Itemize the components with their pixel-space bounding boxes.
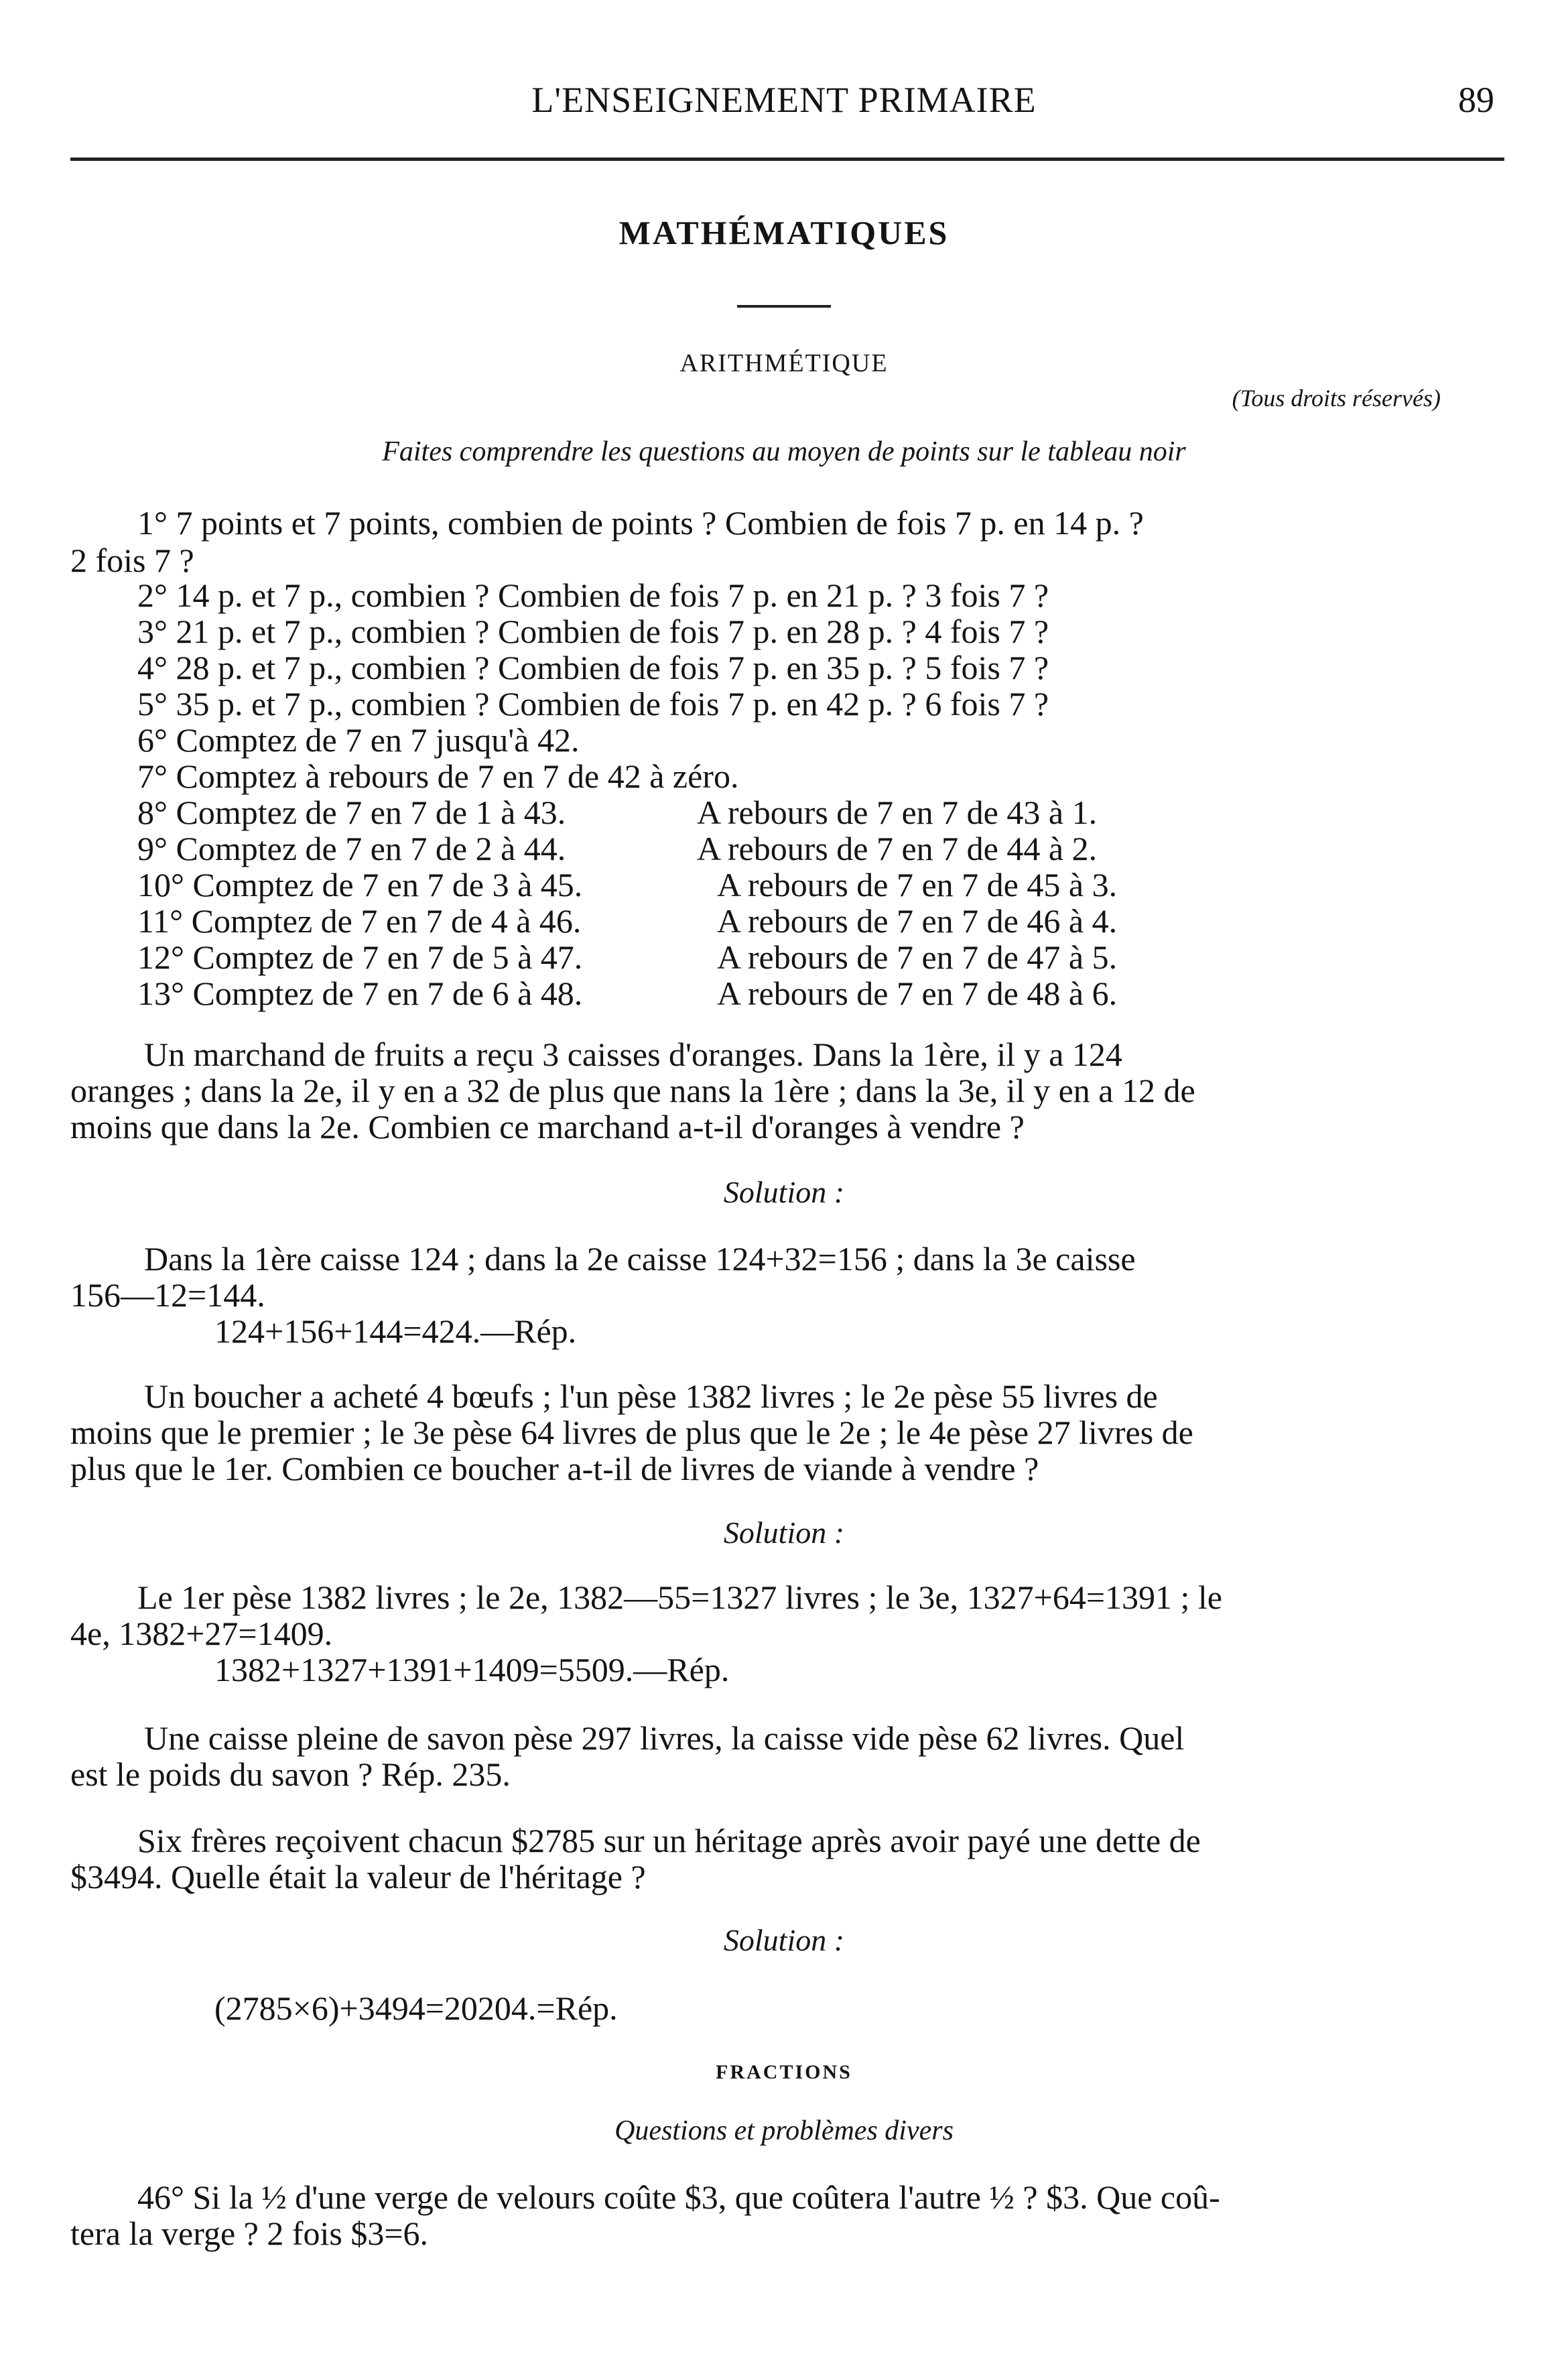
fractions-subtitle: Questions et problèmes divers [614,2115,954,2146]
drill-line: 3° 21 p. et 7 p., combien ? Combien de fois 7 p. en 28 p. ? 4 fois 7 ? [137,613,1049,650]
drill-line-reverse: A rebours de 7 en 7 de 44 à 2. [697,830,1098,867]
drill-line: 4° 28 p. et 7 p., combien ? Combien de fois 7 p. en 35 p. ? 5 fois 7 ? [137,649,1049,686]
subsection-title: ARITHMÉTIQUE [679,349,889,377]
drill-line-reverse: A rebours de 7 en 7 de 43 à 1. [697,794,1098,831]
drill-line: 7° Comptez à rebours de 7 en 7 de 42 à zéro. [137,757,739,795]
drill-line: 9° Comptez de 7 en 7 de 2 à 44. [137,830,566,867]
solution-result: 124+156+144=424.—Rép. [214,1312,577,1350]
solution-text: Le 1er pèse 1382 livres ; le 2e, 1382—55=1327 livres ; le 3e, 1327+64=1391 ; le [137,1578,1222,1616]
drill-line: 10° Comptez de 7 en 7 de 3 à 45. [137,866,583,904]
fraction-problem-text: tera la verge ? 2 fois $3=6. [70,2215,429,2252]
drill-line: 13° Comptez de 7 en 7 de 6 à 48. [137,975,583,1012]
problem-text: est le poids du savon ? Rép. 235. [70,1755,511,1793]
running-header-title: L'ENSEIGNEMENT PRIMAIRE [531,80,1037,120]
drill-line: 2° 14 p. et 7 p., combien ? Combien de fois 7 p. en 21 p. ? 3 fois 7 ? [137,576,1049,614]
drill-line: 2 fois 7 ? [70,542,194,579]
section-divider [737,305,831,308]
solution-label: Solution : [723,1175,845,1209]
rights-notice: (Tous droits réservés) [1232,385,1441,412]
solution-result: 1382+1327+1391+1409=5509.—Rép. [214,1651,730,1688]
problem-text: moins que le premier ; le 3e pèse 64 livres de plus que le 2e ; le 4e pèse 27 livres de [70,1414,1193,1451]
solution-text: 156—12=144. [70,1276,265,1314]
drill-line-reverse: A rebours de 7 en 7 de 47 à 5. [717,938,1118,976]
drill-line-reverse: A rebours de 7 en 7 de 45 à 3. [717,866,1118,904]
drill-line: 1° 7 points et 7 points, combien de points ? Combien de fois 7 p. en 14 p. ? [137,504,1144,542]
problem-text: Un marchand de fruits a reçu 3 caisses d'oranges. Dans la 1ère, il y a 124 [144,1036,1122,1073]
fractions-title: FRACTIONS [716,2061,852,2083]
solution-text: Dans la 1ère caisse 124 ; dans la 2e caisse 124+32=156 ; dans la 3e caisse [144,1240,1136,1278]
problem-text: oranges ; dans la 2e, il y en a 32 de plus que nans la 1ère ; dans la 3e, il y en a 12 de [70,1072,1195,1109]
page-number: 89 [1458,80,1494,120]
drill-line-reverse: A rebours de 7 en 7 de 48 à 6. [717,975,1118,1012]
drill-line: 12° Comptez de 7 en 7 de 5 à 47. [137,938,583,976]
problem-text: $3494. Quelle était la valeur de l'héritage ? [70,1858,646,1896]
fraction-problem-text: 46° Si la ½ d'une verge de velours coûte $3, que coûtera l'autre ½ ? $3. Que coû- [137,2178,1220,2216]
header-rule [70,158,1504,161]
problem-text: Six frères reçoivent chacun $2785 sur un héritage après avoir payé une dette de [137,1822,1201,1859]
solution-text: 4e, 1382+27=1409. [70,1615,333,1652]
section-title: MATHÉMATIQUES [618,214,950,251]
instruction-line: Faites comprendre les questions au moyen de points sur le tableau noir [382,436,1186,467]
problem-text: plus que le 1er. Combien ce boucher a-t-il de livres de viande à vendre ? [70,1450,1039,1487]
solution-label: Solution : [723,1515,845,1550]
drill-line: 8° Comptez de 7 en 7 de 1 à 43. [137,794,566,831]
solution-result: (2785×6)+3494=20204.=Rép. [214,1989,618,2027]
problem-text: moins que dans la 2e. Combien ce marchand a-t-il d'oranges à vendre ? [70,1108,1025,1145]
problem-text: Une caisse pleine de savon pèse 297 livres, la caisse vide pèse 62 livres. Quel [144,1719,1185,1757]
solution-label: Solution : [723,1923,845,1957]
drill-line: 11° Comptez de 7 en 7 de 4 à 46. [137,902,582,940]
drill-line: 6° Comptez de 7 en 7 jusqu'à 42. [137,721,580,759]
drill-line-reverse: A rebours de 7 en 7 de 46 à 4. [717,902,1118,940]
problem-text: Un boucher a acheté 4 bœufs ; l'un pèse 1382 livres ; le 2e pèse 55 livres de [144,1377,1158,1415]
drill-line: 5° 35 p. et 7 p., combien ? Combien de fois 7 p. en 42 p. ? 6 fois 7 ? [137,685,1049,723]
